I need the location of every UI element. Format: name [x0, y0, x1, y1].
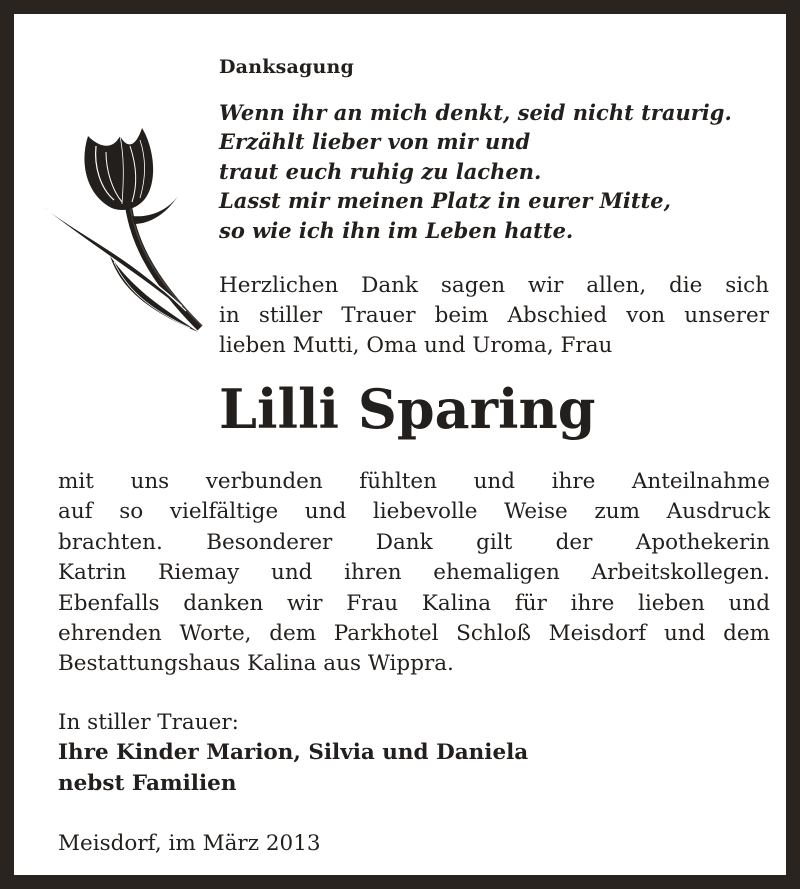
poem-line: Lasst mir meinen Platz in eurer Mitte,: [219, 188, 671, 214]
body-line: Ebenfalls danken wir Frau Kalina für ihre lieben und: [58, 590, 770, 616]
place-date: Meisdorf, im März 2013: [58, 831, 321, 856]
body-line: Katrin Riemay und ihren ehemaligen Arbeitskollegen.: [58, 560, 770, 586]
signature-intro: In stiller Trauer:: [58, 710, 239, 735]
body-line: ehrenden Worte, dem Parkhotel Schloß Meisdorf und dem: [58, 621, 770, 647]
signature-line: nebst Familien: [58, 770, 237, 796]
poem-line: so wie ich ihn im Leben hatte.: [219, 217, 574, 243]
intro-paragraph: [219, 271, 769, 361]
signature-line: Ihre Kinder Marion, Silvia und Daniela: [58, 740, 529, 766]
deceased-name: Lilli Sparing: [219, 377, 596, 441]
tulip-icon: [40, 106, 212, 334]
body-line: Bestattungshaus Kalina aus Wippra.: [58, 651, 454, 677]
body-line: auf so vielfältige und liebevolle Weise zum Ausdruck: [58, 499, 770, 525]
poem-line: Erzählt lieber von mir und: [219, 129, 531, 155]
body-line: brachten. Besonderer Dank gilt der Apothekerin: [58, 529, 770, 555]
poem: [219, 98, 732, 245]
intro-line: Herzlichen Dank sagen wir allen, die sich: [219, 273, 769, 298]
intro-line: in stiller Trauer beim Abschied von unserer: [219, 303, 769, 328]
body-paragraph: [58, 467, 770, 680]
poem-line: traut euch ruhig zu lachen.: [219, 158, 542, 184]
intro-line: lieben Mutti, Oma und Uroma, Frau: [219, 333, 613, 358]
body-line: mit uns verbunden fühlten und ihre Anteilnahme: [58, 469, 770, 494]
notice-header: Danksagung: [219, 56, 354, 78]
signature-block: [58, 708, 528, 799]
poem-line: Wenn ihr an mich denkt, seid nicht traurig.: [219, 100, 732, 125]
